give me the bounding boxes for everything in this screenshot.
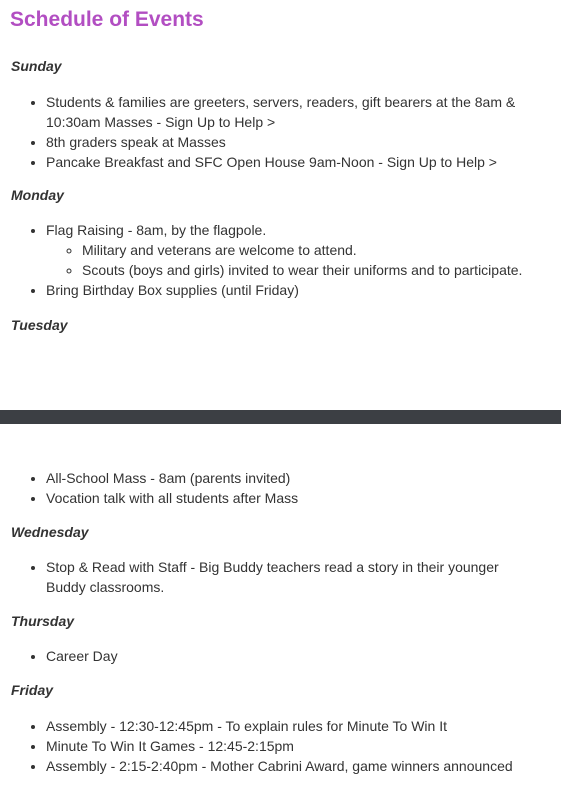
day-heading-wednesday: Wednesday bbox=[11, 524, 89, 540]
friday-list bbox=[0, 716, 556, 776]
monday-list bbox=[0, 220, 556, 300]
wednesday-list bbox=[0, 557, 528, 597]
list-item: • Bring Birthday Box supplies (until Friday) bbox=[46, 280, 556, 300]
list-item: • Stop & Read with Staff - Big Buddy teachers read a story in their younger Buddy classrooms. bbox=[46, 557, 528, 597]
page-divider bbox=[0, 410, 561, 424]
tuesday-list bbox=[0, 468, 546, 508]
monday-sublist bbox=[46, 240, 556, 280]
list-item: • Vocation talk with all students after Mass bbox=[46, 488, 546, 508]
list-item: • 8th graders speak at Masses bbox=[46, 132, 546, 152]
day-heading-tuesday: Tuesday bbox=[11, 317, 68, 333]
sign-up-link[interactable]: Sign Up to Help > bbox=[386, 154, 497, 170]
sign-up-link[interactable]: Sign Up to Help > bbox=[165, 114, 276, 130]
list-item: • All-School Mass - 8am (parents invited) bbox=[46, 468, 546, 488]
day-heading-sunday: Sunday bbox=[11, 58, 62, 74]
sub-list-item: ◦ Scouts (boys and girls) invited to wear their uniforms and to participate. bbox=[82, 260, 556, 280]
sunday-list bbox=[0, 92, 546, 172]
thursday-list bbox=[0, 646, 546, 666]
page-bottom bbox=[0, 424, 561, 785]
list-item: • Career Day bbox=[46, 646, 546, 666]
list-item-text: Students & families are greeters, servers, readers, gift bearers at the 8am & 10:30am Masses - bbox=[46, 94, 516, 130]
day-heading-thursday: Thursday bbox=[11, 613, 75, 629]
list-item-text: Flag Raising - 8am, by the flagpole. bbox=[46, 222, 267, 238]
list-item bbox=[46, 92, 546, 132]
list-item: • Assembly - 2:15-2:40pm - Mother Cabrini Award, game winners announced bbox=[46, 756, 556, 776]
list-item-text: Pancake Breakfast and SFC Open House 9am-Noon - bbox=[46, 154, 387, 170]
list-item bbox=[46, 220, 556, 280]
list-item bbox=[46, 152, 546, 172]
page-title: Schedule of Events bbox=[10, 8, 204, 31]
day-heading-monday: Monday bbox=[11, 187, 64, 203]
sub-list-item: ◦ Military and veterans are welcome to attend. bbox=[82, 240, 556, 260]
list-item: • Minute To Win It Games - 12:45-2:15pm bbox=[46, 736, 556, 756]
day-heading-friday: Friday bbox=[11, 682, 54, 698]
list-item: • Assembly - 12:30-12:45pm - To explain rules for Minute To Win It bbox=[46, 716, 556, 736]
